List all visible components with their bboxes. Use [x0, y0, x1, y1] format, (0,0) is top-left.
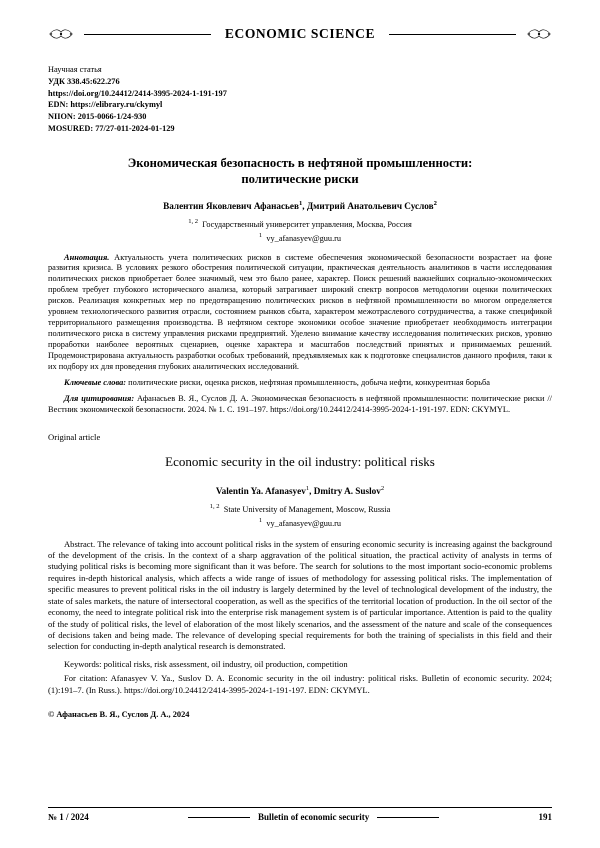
page-content	[48, 26, 552, 719]
en-keywords-text: political risks, risk assessment, oil industry, oil production, competition	[101, 658, 348, 669]
meta-doi[interactable]: https://doi.org/10.24412/2414-3995-2024-1-191-197	[48, 88, 227, 98]
ru-citation-text: Афанасьев В. Я., Суслов Д. А. Экономическая безопасность в нефтяной промышленности: политические риски // Вестник экономической безопасности. 2024. № 1. С. 191–197. https://doi.org/10.24412/2414-3995-2024-1-191-197. EDN: CKYMYL.	[48, 394, 552, 415]
ru-author-1-sup: 1	[298, 199, 303, 207]
en-email-sup: 1	[258, 516, 263, 524]
header-rule-right	[389, 34, 516, 35]
ru-affiliation-text: Государственный университет управления, Москва, Россия	[202, 219, 412, 229]
en-abstract-label: Abstract.	[64, 538, 96, 549]
en-keywords-label: Keywords:	[64, 658, 102, 669]
ru-contact-email	[48, 232, 552, 243]
meta-nion: NIION: 2015-0066-1/24-930	[48, 112, 147, 122]
meta-udk: УДК 338.45:622.276	[48, 76, 120, 86]
en-abstract-text: The relevance of taking into account political risks in the system of ensuring economic security is increasing against the background of the development of the crisis. In the context of a sharp aggravation of the political situation, the practical activity of analysts in terms of studying political risks is becoming more significant than it was before. The search for solutions to the most important socio-economic problems requires in-depth historical analysis, which affects a wide range of issues of methodology for assessing political risks. The implementation of specific measures to prevent political risks in the oil industry is largely determined by the level of technological development of the industry, the state of sales markets, the nature of intersectoral cooperation, as well as the specifics of the territorial location of production. In the oil sector of the economy, the need to integrate political risk into the enterprise risk management system is of particular importance. Attention is paid to the quality of the study of political risks, the level of elaboration of the most likely scenarios, and the assessment of the nature and scale of the consequences of decisions taken and being made. The relevance of developing special requirements for both the training of specialists in this field and their selection for conducting in-depth analytical research is demonstrated.	[48, 538, 552, 652]
en-contact-email	[48, 517, 552, 528]
meta-mosured: MOSURED: 77/27-011-2024-01-129	[48, 123, 175, 133]
ru-email-sup: 1	[258, 231, 263, 239]
ru-citation-label: Для цитирования:	[64, 394, 135, 404]
en-author-1: Valentin Ya. Afanasyev	[215, 486, 306, 497]
ru-abstract-label: Аннотация.	[64, 252, 110, 262]
ru-keywords-label: Ключевые слова:	[64, 378, 127, 388]
en-citation-label: For citation:	[64, 673, 108, 684]
en-keywords	[48, 659, 552, 670]
meta-edn[interactable]: EDN: https://elibrary.ru/ckymyl	[48, 100, 163, 110]
ru-abstract	[48, 253, 552, 374]
en-abstract	[48, 539, 552, 653]
floral-ornament-icon	[48, 26, 74, 42]
ru-article-title	[48, 155, 552, 187]
article-meta	[48, 64, 552, 135]
ru-email-text[interactable]: vy_afanasyev@guu.ru	[266, 233, 342, 243]
meta-article-type: Научная статья	[48, 65, 102, 74]
ru-affiliation	[48, 218, 552, 229]
en-citation	[48, 673, 552, 696]
footer-rule-right	[377, 817, 439, 818]
en-affiliation-sup: 1, 2	[209, 503, 220, 511]
page-footer	[48, 807, 552, 822]
footer-rule-left	[188, 817, 250, 818]
ru-title-line-1: Экономическая безопасность в нефтяной промышленности:	[127, 155, 473, 170]
en-author-2-sup: 2	[380, 484, 385, 492]
ru-authors: Валентин Яковлевич Афанасьев$^1$, Дмитрий Анатольевич Суслов$^2$	[163, 199, 437, 211]
en-article-title: Economic security in the oil industry: political risks	[165, 454, 435, 470]
en-affiliation	[48, 503, 552, 514]
ru-author-2-sup: 2	[433, 199, 437, 207]
en-citation-text: Afanasyev V. Ya., Suslov D. A. Economic security in the oil industry: political risks. Bulletin of economic security. 2024;(1):191–7. (In Russ.). https://doi.org/10.24412/2414-3995-2024-1-191-197. EDN: CKYMYL.	[48, 673, 552, 695]
original-article-label: Original article	[48, 432, 101, 443]
header-rule-left	[84, 34, 211, 35]
page-title: ECONOMIC SCIENCE	[224, 26, 376, 41]
ru-citation	[48, 394, 552, 416]
en-authors: Valentin Ya. Afanasyev$^1$, Dmitry A. Suslov$^2$	[215, 484, 385, 497]
ru-title-line-2: политические риски	[241, 171, 359, 186]
footer-journal-title: Bulletin of economic security	[258, 812, 370, 822]
footer-page-number: 191	[538, 812, 552, 822]
footer-issue: № 1 / 2024	[48, 812, 89, 822]
ru-keywords-text: политические риски, оценка рисков, нефтяная промышленность, добыча нефти, конкурентная борьба	[126, 378, 490, 388]
en-author-2: Dmitry A. Suslov	[313, 486, 381, 497]
ru-author-1: Валентин Яковлевич Афанасьев	[163, 200, 299, 211]
floral-ornament-icon	[526, 26, 552, 42]
en-affiliation-text: State University of Management, Moscow, Russia	[223, 504, 391, 514]
ru-affiliation-sup: 1, 2	[188, 217, 199, 225]
ru-abstract-text: Актуальность учета политических рисков в системе обеспечения экономической безопасности возрастает на фоне развития кризиса. В условиях резкого обострения политической ситуации, практическая деятельность аналитиков в части исследования политических рисков приобретает более значимый, чем это было ранее, характер. Поиск решений важнейших социально-экономических проблем требует глубокого исторического анализа, который затрагивает широкий спектр вопросов методологии оценки политических рисков. Реализация конкретных мер по предотвращению политических рисков в нефтяной промышленности во многом определяется уровнем технологического развития отрасли, состоянием рынков сбыта, характером межотраслевого сотрудничества, а также спецификой территориального размещения производства. В нефтяном секторе экономики особое значение приобретает необходимость интеграции политического риска в систему управления рисками предприятий. Уделено внимание качеству исследования политических рисков, уровню проработки наиболее вероятных сценариев, оценке характера и масштабов последствий принятых и принимаемых решений. Продемонстрирована актуальность разработки особых требований, предъявляемых как к подготовке специалистов данного профиля, таки к их подбору их для проведения глубоких аналитических исследований.	[48, 252, 552, 372]
footer-rule	[48, 807, 552, 808]
page-header	[48, 26, 552, 42]
en-email-text[interactable]: vy_afanasyev@guu.ru	[266, 518, 342, 528]
en-author-1-sup: 1	[305, 484, 310, 492]
copyright-line: © Афанасьев В. Я., Суслов Д. А., 2024	[48, 710, 190, 720]
ru-author-2: Дмитрий Анатольевич Суслов	[306, 200, 434, 211]
footer-journal-wrap	[89, 812, 539, 822]
ru-keywords	[48, 378, 552, 389]
